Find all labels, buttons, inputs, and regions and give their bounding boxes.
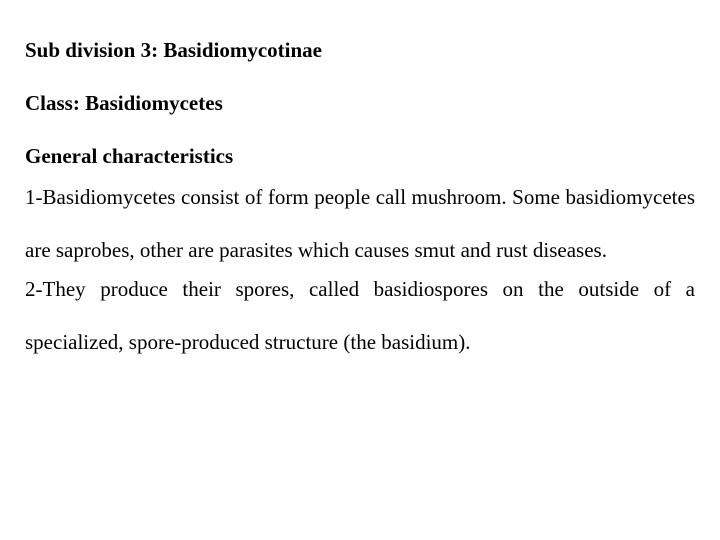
general-characteristics-heading: General characteristics [25,144,234,168]
subdivision-heading: Sub division 3: Basidiomycotinae [25,38,322,62]
class-heading: Class: Basidiomycetes [25,91,223,115]
characteristic-paragraph-1: 1-Basidiomycetes consist of form people call mushroom. Some basidiomycetes are saprobes, other are parasites which causes smut and rust diseases. [25,185,695,262]
characteristic-paragraph-2: 2-They produce their spores, called basidiospores on the outside of a specialized, spore-produced structure (the basidium). [25,277,695,354]
slide-body [25,34,695,369]
